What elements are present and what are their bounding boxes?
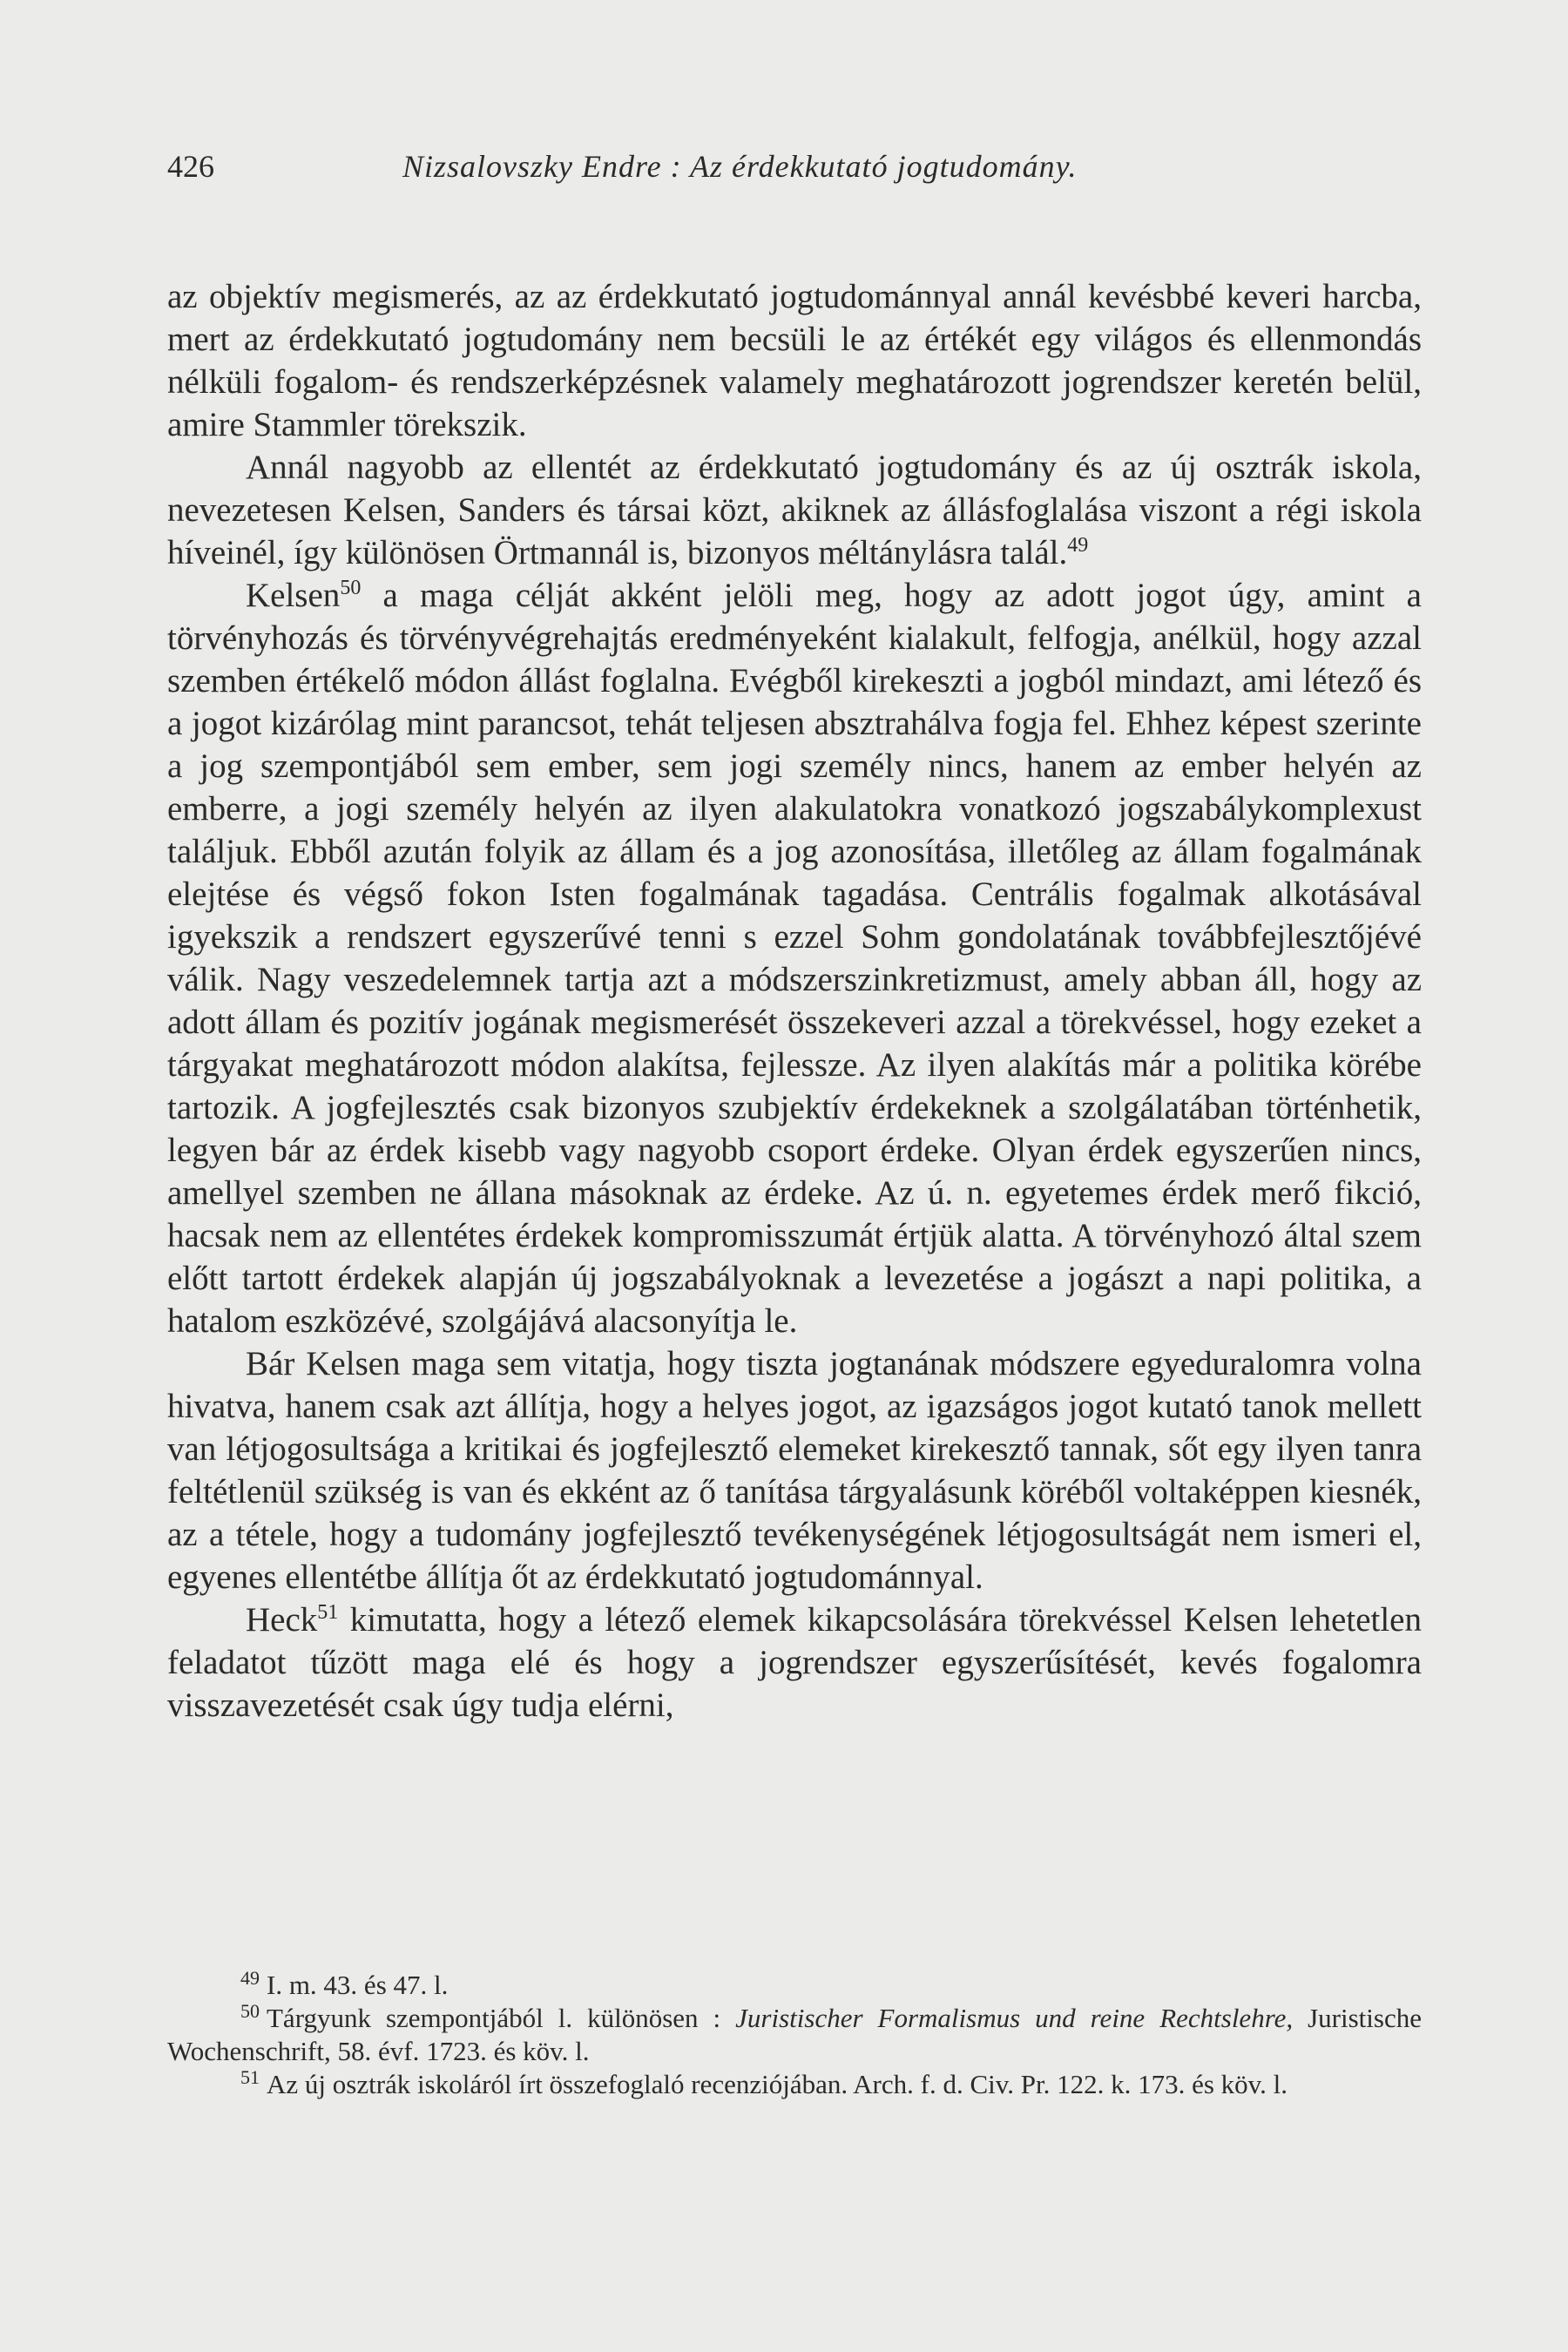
footnotes: [167, 1966, 1422, 2101]
footnote-ref: 50: [340, 577, 362, 599]
body-text: [167, 275, 1422, 1727]
paragraph: Kelsen$^{50}$ a maga célját akként jelöli meg, hogy az adott jogot úgy, amint a törvényhozás és törvényvégrehajtás eredményeként kialakult, felfogja, anélkül, hogy azzal szemben értékelő módon állást foglalna. Evégből kirekeszti a jogból mindazt, ami létező és a jogot kizárólag mint parancsot, tehát teljesen absztrahálva fogja fel. Ehhez képest szerinte a jog szempontjából sem ember, sem jogi személy nincs, hanem az ember helyén az emberre, a jogi személy helyén az ilyen alakulatokra vonatkozó jogszabálykomplexust találjuk. Ebből azután folyik az állam és a jog azonosítása, illetőleg az állam fogalmának elejtése és végső fokon Isten fogalmának tagadása. Centrális fogalmak alkotásával igyekszik a rendszert egyszerűvé tenni s ezzel Sohm gondolatának továbbfejlesztőjévé válik. Nagy veszedelemnek tartja azt a módszerszinkretizmust, amely abban áll, hogy az adott állam és pozitív jogának megismerését összekeveri azzal a törekvéssel, hogy ezeket a tárgyakat meghatározott módon alakítsa, fejlessze. Az ilyen alakítás már a politika körébe tartozik. A jogfejlesztés csak bizonyos szubjektív érdekeknek a szolgálatában történhetik, legyen bár az érdek kisebb vagy nagyobb csoport érdeke. Olyan érdek egyszerűen nincs, amellyel szemben ne állana másoknak az érdeke. Az ú. n. egyetemes érdek merő fikció, hacsak nem az ellentétes érdekek kompromisszumát értjük alatta. A törvényhozó által szem előtt tartott érdekek alapján új jogszabályoknak a levezetése a jogászt a napi politika, a hatalom eszközévé, szolgájává alacsonyítja le.: [167, 577, 1422, 1340]
footnote: $^{50}$ Tárgyunk szempontjából l. különösen : Juristischer Formalismus und reine Rechtslehre, Juristische Wochenschrift, 58. évf. 1723. és köv. l.: [167, 1999, 1422, 2066]
paragraph: Bár Kelsen maga sem vitatja, hogy tiszta jogtanának módszere egyeduralomra volna hivatva, hanem csak azt állítja, hogy a helyes jogot, az igazságos jogot kutató tanok mellett van létjogosultsága a kritikai és jogfejlesztő elemeket kirekesztő tannak, sőt egy ilyen tanra feltétlenül szükség is van és ekként az ő tanítása tárgyalásunk köréből voltaképpen kiesnék, az a tétele, hogy a tudomány jogfejlesztő tevékenységének létjogosultságát nem ismeri el, egyenes ellentétbe állítja őt az érdekkutató jogtudománnyal.: [167, 1345, 1422, 1596]
paragraph: Heck$^{51}$ kimutatta, hogy a létező elemek kikapcsolására törekvéssel Kelsen lehetetlen feladatot tűzött maga elé és hogy a jogrendszer egyszerűsítését, kevés fogalomra visszavezetését csak úgy tudja elérni,: [167, 1601, 1422, 1724]
footnote-number: 49: [240, 1966, 260, 1989]
footnote-ref: 51: [317, 1601, 339, 1624]
page-header: [167, 148, 1422, 192]
running-title: Nizsalovszky Endre : Az érdekkutató jogtudomány.: [402, 149, 1078, 184]
page-number: 426: [167, 149, 214, 184]
footnote: $^{51}$ Az új osztrák iskoláról írt összefoglaló recenziójában. Arch. f. d. Civ. Pr. 122. k. 173. és köv. l.: [240, 2065, 1288, 2099]
paragraph: Annál nagyobb az ellentét az érdekkutató jogtudomány és az új osztrák iskola, nevezetesen Kelsen, Sanders és társai közt, akiknek az állásfoglalása viszont a régi iskola híveinél, így különösen Örtmannál is, bizonyos méltánylásra talál.$^{49}$: [167, 449, 1422, 571]
footnote-ref: 49: [1067, 534, 1089, 557]
footnote-number: 50: [240, 1999, 260, 2022]
footnote-number: 51: [240, 2065, 260, 2088]
paragraph: az objektív megismerés, az az érdekkutató jogtudománnyal annál kevésbbé keveri harcba, mert az érdekkutató jogtudomány nem becsüli le az értékét egy világos és ellenmondás nélküli fogalom- és rendszerképzésnek valamely meghatározott jogrendszer keretén belül, amire Stammler törekszik.: [167, 278, 1422, 443]
cited-title: Juristischer Formalismus und reine Rechtslehre,: [735, 2003, 1294, 2033]
footnote: $^{49}$ I. m. 43. és 47. l.: [240, 1966, 449, 2000]
